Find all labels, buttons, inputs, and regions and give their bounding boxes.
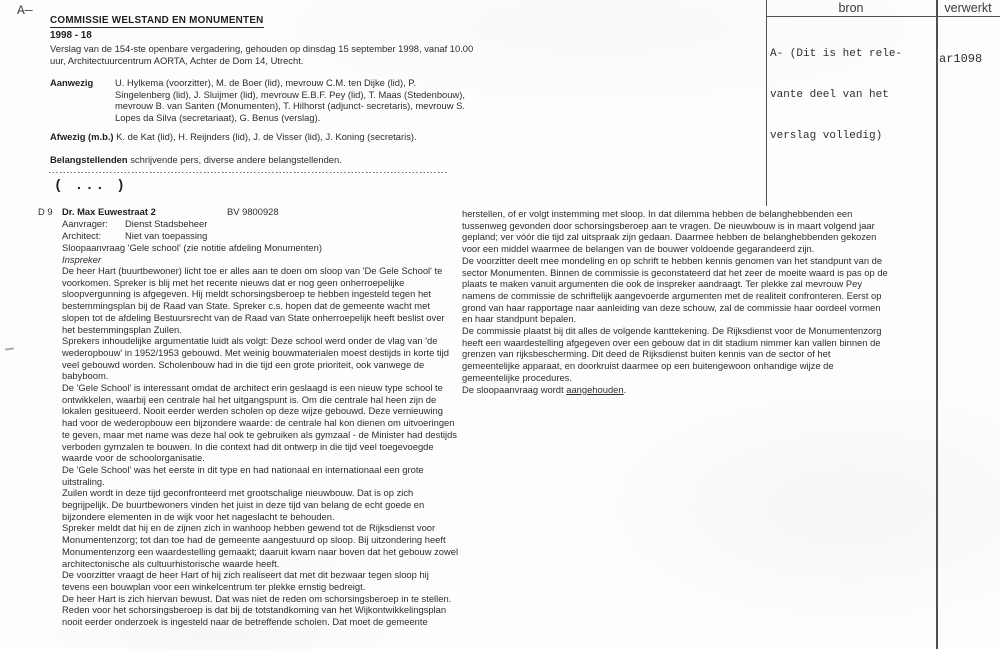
doc-title: COMMISSIE WELSTAND EN MONUMENTEN [50, 15, 264, 26]
field-value-architect: Niet van toepassing [125, 230, 208, 241]
case-ref: BV 9800928 [227, 206, 279, 217]
meeting-intro [50, 43, 473, 66]
left-column [62, 265, 459, 628]
interested-row [50, 154, 342, 166]
field-label-aanvrager: Aanvrager: [62, 218, 108, 229]
table-border-left [766, 0, 767, 206]
paragraph: Sprekers inhoudelijke argumentatie luidt als volgt: Deze school werd onder de vlag van 'de wederopbouw' in 1952/1953 gebouwd. Met weinig bouwmaterialen moest destijds in korte tijd veel gebouwd worden. Scholenbouw had in die tijd een grote prioriteit, ook vanwege de babyboom. [62, 335, 449, 382]
decision-prefix: De sloopaanvraag wordt [462, 383, 567, 395]
paragraph: De commissie plaatst bij dit alles de volgende kanttekening. De Rijksdienst voor de Monumentenzorg heeft een waardestelling afgegeven over een gebouw dat in dit stadium nimmer kan vallen binnen de grenzen van rijksbescherming. Dit deed de Rijksdienst buiten kennis van de sector of het gemeentelijke apparaat, en doorkruist daarmee op een buitengewoon onhandige wijze de gemeentelijke procedures. [462, 325, 882, 383]
paragraph: De heer Hart (buurtbewoner) licht toe er alles aan te doen om sloop van 'De Gele School' te voorkomen. Spreker is blij met het recente nieuws dat er nog geen onherroepelijke sloopvergunning is afgegeven. Hij meldt schorsingsberoep te hebben ingesteld tegen het bestemmingsplan bij de Raad van State. Spreker c.s. hopen dat de gemeente wacht met slopen tot de afdeling Bestuursrecht van de Raad van State onherroepelijk heeft beslist over het bestemmingsplan Zuilen. [62, 265, 445, 335]
paragraph: De voorzitter vraagt de heer Hart of hij zich realiseert dat met dit bezwaar tegen sloop hij tevens een bouwplan voor een winkelcentrum ter plekke ernstig bedreigt. [62, 569, 429, 592]
right-column [462, 208, 890, 395]
bron-note-line: verslag volledig) [770, 129, 883, 142]
case-index: D 9 [38, 206, 53, 217]
paragraph: De 'Gele School' is interessant omdat de architect erin geslaagd is een nieuw type school te ontwikkelen, waarbij een centrale hal het uitgangspunt is. Om die centrale hal heen zijn de lokalen gesitueerd. Nooit eerder werden scholen op deze wijze gebouwd. Deze vernieuwing had voor de wederopbouw een bijzondere waarde: de centrale hal kon dienen om uitvoeringen te geven, maar met name was deze hal ook te gebruiken als gymzaal - de Minister had destijds verboden gymzalen te bouwen. In die context had dit ontwerp in die tijd veel toegevoegde waarde voor de schoolorganisatie. [62, 382, 457, 464]
case-request-line: Sloopaanvraag 'Gele school' (zie notitie afdeling Monumenten) [62, 242, 322, 253]
attendance-absent-row [50, 131, 417, 143]
meeting-intro-line: uur, Architectuurcentrum AORTA, Achter de Dom 14, Utrecht. [50, 54, 304, 66]
corner-mark: A— [17, 3, 33, 18]
decision-line [462, 384, 890, 396]
paragraph: De 'Gele School' was het eerste in dit type en had nationaal en internationaal een grote uitstraling. [62, 463, 424, 487]
attendance-names-line: mevrouw B. van Santen (Monumenten), T. Hilhorst (adjunct- secretaris), mevrouw S. [115, 100, 465, 112]
attendance-present-names [115, 77, 465, 124]
meeting-intro-line: Verslag van de 154-ste openbare vergadering, gehouden op dinsdag 15 september 1998, vanaf 10.00 [50, 43, 474, 54]
field-value-aanvrager: Dienst Stadsbeheer [125, 218, 208, 229]
bron-note-line: vante deel van het [770, 88, 889, 101]
attendance-absent-label: Afwezig [50, 131, 86, 142]
paragraph: herstellen, of er volgt instemming met sloop. In dat dilemma hebben de belanghebbenden een tussenweg gevonden door schorsingsberoep aan te vragen. De nieuwbouw is in maart volgend jaar gepland; ver vóór die tijd zal uitspraak zijn gedaan. Daarmee hebben de belanghebbenden gekozen voor een middel waarmee de belangen van de bouwer voldoende gegarandeerd zijn. [462, 208, 877, 255]
paragraph: Spreker meldt dat hij en de zijnen zich in wanhoop hebben gewend tot de Rijksdienst voor Monumentenzorg; tot dan toe had de gemeente aangestuurd op sloop. Bij uitzondering heeft Monumentenzorg een waardestelling gemaakt; daaruit kwam naar boven dat het gebouw zowel architectonische als cultuurhistorische waarde heeft. [62, 522, 459, 569]
bron-note [770, 21, 902, 171]
interested-text: schrijvende pers, diverse andere belangstellenden. [130, 154, 342, 165]
case-title: Dr. Max Euwestraat 2 [62, 206, 156, 217]
attendance-names-line: Lopes da Silva (secretariaat), G. Benus (verslag). [115, 112, 321, 124]
paragraph: Zuilen wordt in deze tijd geconfronteerd met grootschalige nieuwbouw. Dat is op zich begrijpelijk. De buurtbewoners vinden het juist in deze tijd van belang de echt goede en bijzondere elementen in de wijk voor het nageslacht te behouden. [62, 487, 425, 522]
bron-note-line: A- (Dit is het rele- [770, 48, 903, 61]
separator-dotted-line [49, 172, 447, 173]
doc-heading [50, 10, 264, 41]
omission-ellipsis: ( ... ) [54, 178, 127, 194]
attendance-absent-label-suffix: (m.b.) [88, 131, 114, 142]
interested-label: Belangstellenden [50, 154, 128, 165]
scan-artifact [5, 347, 14, 350]
field-label-architect: Architect: [62, 230, 102, 241]
paragraph: De heer Hart is zich hiervan bewust. Dat was niet de reden om schorsingsberoep in te stellen. Reden voor het schorsingsberoep is dat bij de totstandkoming van het Wijkontwikkelingsplan nooit eerder onderzoek is ingesteld naar de betreffende scholen. Dat moet de gemeente [62, 592, 452, 628]
verwerkt-value: ar1098 [939, 52, 983, 66]
bron-column-header: bron [838, 1, 864, 15]
table-column-divider [936, 0, 938, 649]
doc-number: 1998 - 18 [50, 30, 92, 41]
table-header-rule [766, 16, 1000, 17]
attendance-present-label: Aanwezig [50, 77, 94, 88]
speaker-heading: Inspreker [62, 254, 102, 265]
verwerkt-column-header: verwerkt [944, 1, 992, 15]
attendance-names-line: U. Hylkema (voorzitter), M. de Boer (lid), mevrouw C.M. ten Dijke (lid), P. [115, 77, 416, 88]
paragraph: De voorzitter deelt mee mondeling en op schrift te hebben kennis genomen van het standpunt van de sector Monumenten. Binnen de commissie is geconstateerd dat het zeer de moeite waard is pas op de plaats te maken vanuit argumenten die ook de inspreker aandraagt. Ter plekke zal mevrouw Pey namens de commissie de schriftelijk aangevoerde argumenten met de realiteit confronteren. Eerst op grond van haar rapportage naar aanleiding van deze schouw, zal de commissie haar oordeel vormen en haar standpunt bepalen. [462, 254, 888, 325]
decision-underlined: aangehouden [566, 383, 624, 395]
decision-suffix: . [623, 383, 627, 395]
attendance-names-line: Singelenberg (lid), J. Sluijmer (lid), mevrouw E.B.F. Pey (lid), T. Maas (Stedenbouw), [115, 88, 465, 100]
attendance-absent-names: K. de Kat (lid), H. Reijnders (lid), J. de Visser (lid), J. Koning (secretaris). [116, 131, 417, 142]
